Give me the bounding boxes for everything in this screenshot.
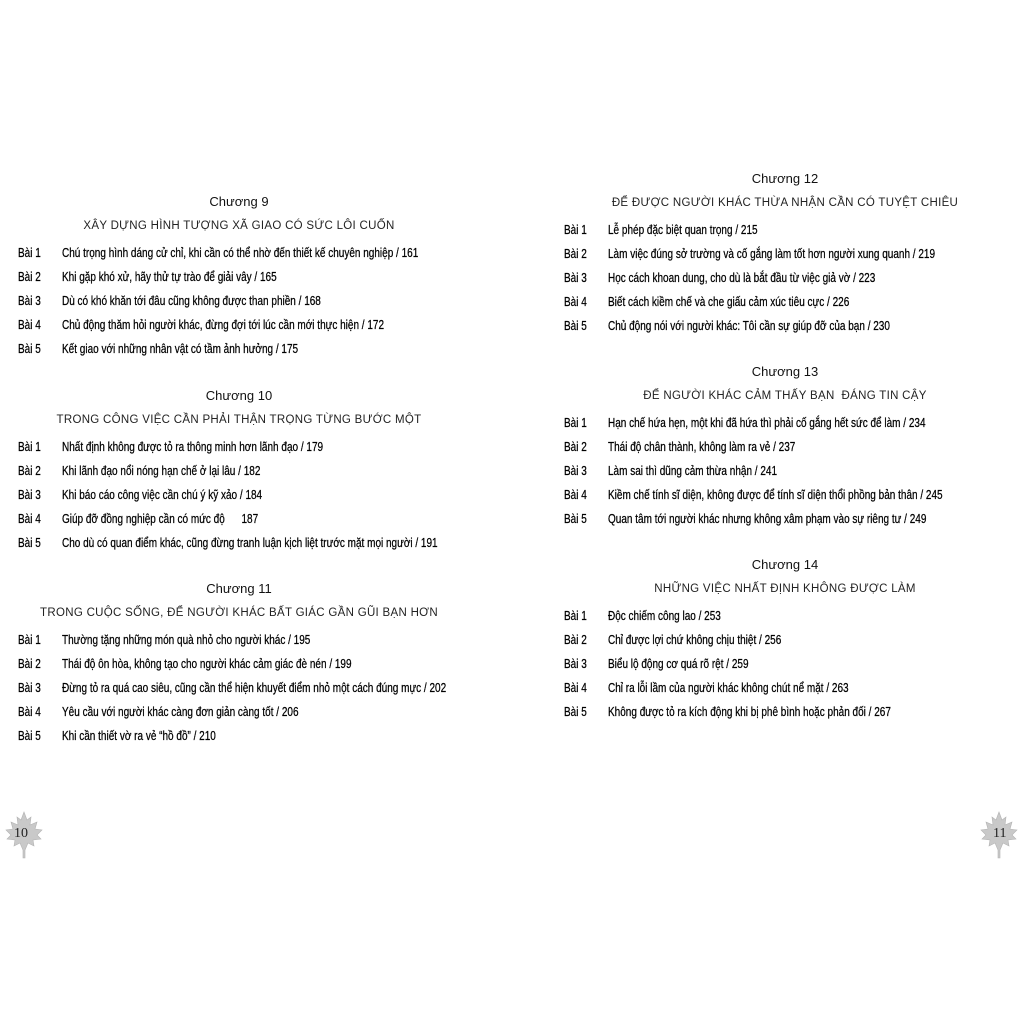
lesson-title: Biểu lộ động cơ quá rõ rệt / 259 <box>608 657 749 671</box>
lesson-entry <box>512 411 1024 435</box>
lesson-label: Bài 1 <box>18 440 41 454</box>
lesson-list <box>512 604 1024 724</box>
lesson-label: Bài 3 <box>564 464 587 478</box>
lesson-entry <box>512 290 1024 314</box>
lesson-entry <box>0 676 512 700</box>
lesson-title: Không được tỏ ra kích động khi bị phê bình hoặc phản đối / 267 <box>608 705 891 719</box>
lesson-label: Bài 5 <box>18 536 41 550</box>
lesson-label: Bài 3 <box>18 681 41 695</box>
lesson-title: Đừng tỏ ra quá cao siêu, cũng cần thể hiện khuyết điểm nhỏ một cách đúng mực / 202 <box>62 681 447 695</box>
lesson-label: Bài 1 <box>18 246 41 260</box>
lesson-label: Bài 4 <box>564 295 587 309</box>
chapter-subtitle: TRONG CÔNG VIỆC CẦN PHẢI THẬN TRỌNG TỪNG BƯỚC MỘT <box>56 414 422 426</box>
lesson-entry <box>512 700 1024 724</box>
lesson-entry <box>0 459 512 483</box>
lesson-entry <box>0 337 512 361</box>
lesson-label: Bài 4 <box>18 705 41 719</box>
lesson-entry <box>512 676 1024 700</box>
lesson-label: Bài 3 <box>18 294 41 308</box>
lesson-title: Thái độ chân thành, không làm ra vẻ / 237 <box>608 440 796 454</box>
lesson-entry <box>0 652 512 676</box>
chapter-subtitle: XÂY DỰNG HÌNH TƯỢNG XÃ GIAO CÓ SỨC LÔI CUỐN <box>83 220 395 232</box>
lesson-title: Khi gặp khó xử, hãy thử tự trào để giải vây / 165 <box>62 270 277 284</box>
lesson-title: Kết giao với những nhân vật có tầm ảnh hưởng / 175 <box>62 342 299 356</box>
lesson-label: Bài 1 <box>564 223 587 237</box>
lesson-entry <box>0 289 512 313</box>
lesson-label: Bài 1 <box>564 609 587 623</box>
lesson-label: Bài 2 <box>18 464 41 478</box>
chapter-12 <box>512 167 1024 338</box>
lesson-entry <box>0 313 512 337</box>
lesson-title: Chú trọng hình dáng cử chỉ, khi cần có thể nhờ đến thiết kế chuyên nghiệp / 161 <box>62 246 419 260</box>
lesson-entry <box>512 266 1024 290</box>
lesson-list <box>512 218 1024 338</box>
lesson-title: Chủ động thăm hỏi người khác, đừng đợi tới lúc cần mới thực hiện / 172 <box>62 318 385 332</box>
lesson-entry <box>0 628 512 652</box>
lesson-entry <box>0 435 512 459</box>
chapter-title: Chương 12 <box>751 171 819 186</box>
chapter-title: Chương 10 <box>205 388 273 403</box>
lesson-title: Khi cần thiết vờ ra vẻ “hồ đồ” / 210 <box>62 729 216 743</box>
lesson-title: Làm sai thì dũng cảm thừa nhận / 241 <box>608 464 778 478</box>
lesson-list <box>0 435 512 555</box>
lesson-entry <box>512 435 1024 459</box>
lesson-entry <box>0 507 512 531</box>
lesson-title: Thái độ ôn hòa, không tạo cho người khác cảm giác đè nén / 199 <box>62 657 352 671</box>
lesson-title: Khi báo cáo công việc cần chú ý kỹ xảo / 184 <box>62 488 263 502</box>
chapter-subtitle: TRONG CUỘC SỐNG, ĐỂ NGƯỜI KHÁC BẤT GIÁC GẦN GŨI BẠN HƠN <box>40 607 438 619</box>
lesson-list <box>0 628 512 748</box>
right-page <box>512 0 1024 1024</box>
chapter-13 <box>512 360 1024 531</box>
lesson-entry <box>0 724 512 748</box>
lesson-label: Bài 4 <box>564 488 587 502</box>
lesson-label: Bài 1 <box>18 633 41 647</box>
lesson-label: Bài 5 <box>564 512 587 526</box>
lesson-title: Yêu cầu với người khác càng đơn giản càng tốt / 206 <box>62 705 299 719</box>
lesson-entry <box>512 459 1024 483</box>
chapter-11 <box>0 577 512 748</box>
page-number: 11 <box>993 826 1007 841</box>
lesson-title: Biết cách kiềm chế và che giấu cảm xúc tiêu cực / 226 <box>608 295 850 309</box>
lesson-title: Dù có khó khăn tới đâu cũng không được than phiền / 168 <box>62 294 321 308</box>
lesson-label: Bài 3 <box>564 657 587 671</box>
chapter-subtitle: ĐỂ ĐƯỢC NGƯỜI KHÁC THỪA NHẬN CẦN CÓ TUYỆT CHIÊU <box>611 197 959 209</box>
lesson-label: Bài 2 <box>564 440 587 454</box>
lesson-entry <box>512 314 1024 338</box>
lesson-entry <box>512 218 1024 242</box>
lesson-label: Bài 3 <box>18 488 41 502</box>
lesson-title: Giúp đỡ đồng nghiệp cần có mức độ 187 <box>62 512 259 526</box>
lesson-label: Bài 1 <box>564 416 587 430</box>
lesson-entry <box>512 242 1024 266</box>
lesson-entry <box>0 531 512 555</box>
lesson-label: Bài 2 <box>18 657 41 671</box>
lesson-entry <box>0 241 512 265</box>
chapter-title: Chương 9 <box>209 194 269 209</box>
lesson-entry <box>512 507 1024 531</box>
lesson-title: Cho dù có quan điểm khác, cũng đừng tranh luận kịch liệt trước mặt mọi người / 191 <box>62 536 438 550</box>
chapter-title: Chương 11 <box>206 581 272 596</box>
chapter-subtitle: ĐỂ NGƯỜI KHÁC CẢM THẤY BẠN ĐÁNG TIN CẬY <box>643 390 927 402</box>
lesson-title: Chỉ ra lỗi lầm của người khác không chút nể mặt / 263 <box>608 681 849 695</box>
lesson-label: Bài 2 <box>564 247 587 261</box>
lesson-entry <box>0 483 512 507</box>
lesson-title: Lễ phép đặc biệt quan trọng / 215 <box>608 223 758 237</box>
lesson-title: Thường tặng những món quà nhỏ cho người khác / 195 <box>62 633 311 647</box>
lesson-entry <box>512 628 1024 652</box>
lesson-title: Độc chiếm công lao / 253 <box>608 609 721 623</box>
lesson-label: Bài 5 <box>564 705 587 719</box>
chapter-title: Chương 14 <box>751 557 819 572</box>
lesson-title: Kiềm chế tính sĩ diện, không được để tính sĩ diện thổi phồng bản thân / 245 <box>608 488 943 502</box>
lesson-list <box>0 241 512 361</box>
lesson-title: Khi lãnh đạo nổi nóng hạn chế ở lại lâu / 182 <box>62 464 261 478</box>
lesson-title: Học cách khoan dung, cho dù là bắt đầu từ việc giả vờ / 223 <box>608 271 876 285</box>
lesson-label: Bài 4 <box>18 512 41 526</box>
chapter-14 <box>512 553 1024 724</box>
lesson-label: Bài 2 <box>564 633 587 647</box>
lesson-title: Làm việc đúng sở trường và cố gắng làm tốt hơn người xung quanh / 219 <box>608 247 936 261</box>
chapter-subtitle: NHỮNG VIỆC NHẤT ĐỊNH KHÔNG ĐƯỢC LÀM <box>654 583 916 595</box>
chapter-9 <box>0 190 512 361</box>
lesson-title: Nhất định không được tỏ ra thông minh hơn lãnh đạo / 179 <box>62 440 324 454</box>
chapter-title: Chương 13 <box>751 364 819 379</box>
lesson-title: Quan tâm tới người khác nhưng không xâm phạm vào sự riêng tư / 249 <box>608 512 927 526</box>
lesson-title: Chủ động nói với người khác: Tôi cần sự giúp đỡ của bạn / 230 <box>608 319 890 333</box>
lesson-label: Bài 2 <box>18 270 41 284</box>
lesson-list <box>512 411 1024 531</box>
lesson-label: Bài 3 <box>564 271 587 285</box>
lesson-label: Bài 4 <box>18 318 41 332</box>
lesson-entry <box>0 700 512 724</box>
page-number: 10 <box>14 826 28 841</box>
lesson-label: Bài 5 <box>18 342 41 356</box>
lesson-label: Bài 4 <box>564 681 587 695</box>
lesson-title: Chỉ được lợi chứ không chịu thiệt / 256 <box>608 633 782 647</box>
lesson-entry <box>512 604 1024 628</box>
chapter-10 <box>0 384 512 555</box>
lesson-title: Hạn chế hứa hẹn, một khi đã hứa thì phải cố gắng hết sức để làm / 234 <box>608 416 926 430</box>
lesson-entry <box>512 483 1024 507</box>
lesson-entry <box>512 652 1024 676</box>
lesson-label: Bài 5 <box>18 729 41 743</box>
lesson-entry <box>0 265 512 289</box>
lesson-label: Bài 5 <box>564 319 587 333</box>
